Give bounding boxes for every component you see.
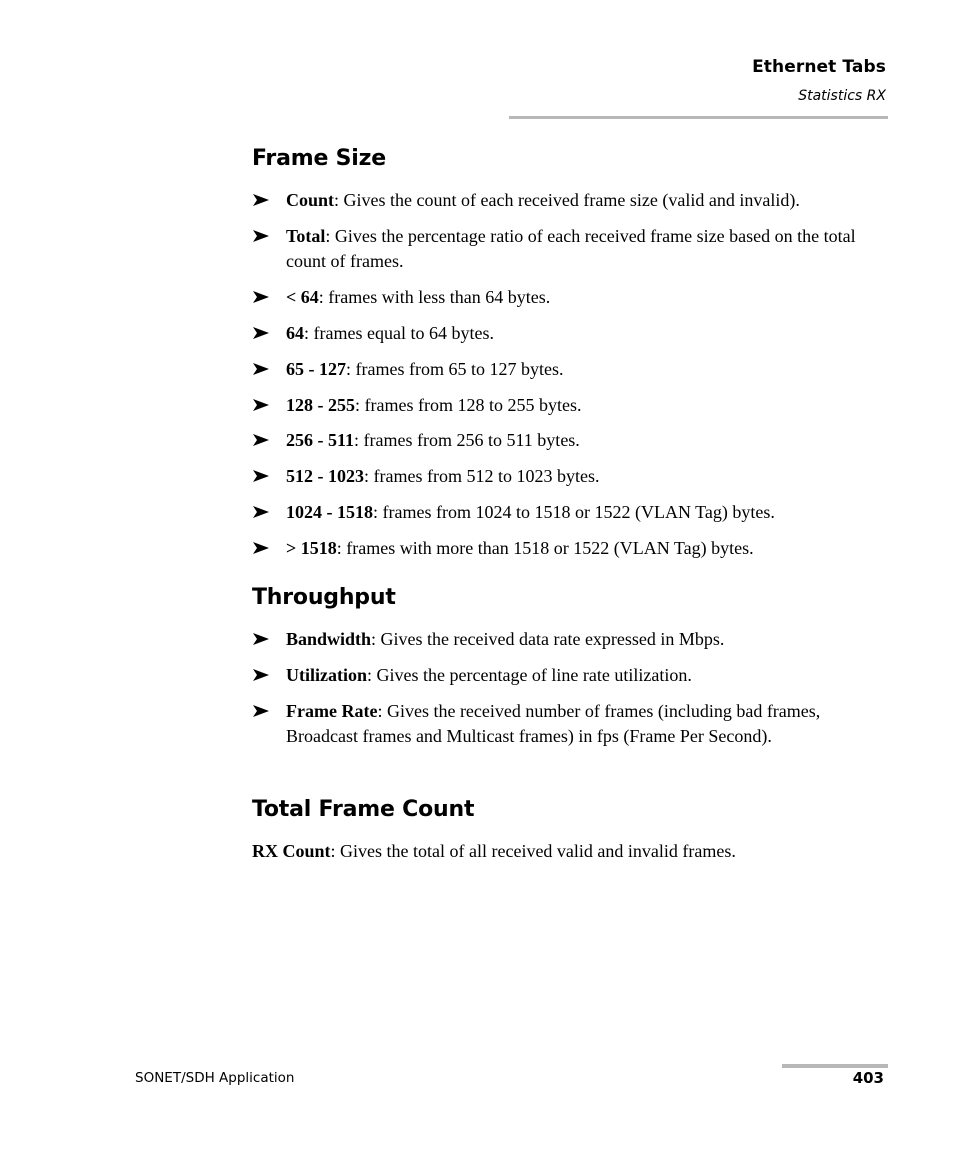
arrow-bullet-icon xyxy=(252,227,270,245)
list-item xyxy=(252,500,888,525)
list-item xyxy=(252,627,888,652)
arrow-bullet-icon xyxy=(252,630,270,648)
item-desc: : Gives the percentage of line rate utilization. xyxy=(367,665,692,685)
item-desc: : Gives the received number of frames (including bad frames, Broadcast frames and Multicast frames) in fps (Frame Per Second). xyxy=(286,701,821,746)
footer-rule xyxy=(782,1064,888,1068)
item-term: 65 - 127 xyxy=(286,359,346,379)
item-term: > 1518 xyxy=(286,538,337,558)
item-desc: : frames from 65 to 127 bytes. xyxy=(346,359,564,379)
item-term: Utilization xyxy=(286,665,367,685)
list-item xyxy=(252,188,888,213)
item-desc: : frames from 128 to 255 bytes. xyxy=(355,395,582,415)
item-desc: : frames from 1024 to 1518 or 1522 (VLAN Tag) bytes. xyxy=(373,502,775,522)
section-heading-throughput: Throughput xyxy=(252,585,396,610)
item-desc: : frames with more than 1518 or 1522 (VLAN Tag) bytes. xyxy=(336,538,754,558)
item-term: Count xyxy=(286,190,335,210)
item-term: < 64 xyxy=(286,287,319,307)
section-heading-total-frame-count: Total Frame Count xyxy=(252,797,475,822)
item-term: Bandwidth xyxy=(286,629,372,649)
footer-doc-name: SONET/SDH Application xyxy=(135,1070,295,1086)
list-item xyxy=(252,699,852,748)
item-term: Total xyxy=(286,226,326,246)
item-desc: : frames equal to 64 bytes. xyxy=(304,323,494,343)
arrow-bullet-icon xyxy=(252,539,270,557)
item-desc: : Gives the count of each received frame size (valid and invalid). xyxy=(334,190,800,210)
list-item xyxy=(252,393,888,418)
arrow-bullet-icon xyxy=(252,666,270,684)
arrow-bullet-icon xyxy=(252,360,270,378)
item-desc: : Gives the received data rate expressed in Mbps. xyxy=(371,629,725,649)
header-rule xyxy=(509,116,888,119)
item-desc: : Gives the percentage ratio of each received frame size based on the total count of frames. xyxy=(286,226,856,271)
item-term: 1024 - 1518 xyxy=(286,502,373,522)
paragraph xyxy=(252,839,736,864)
arrow-bullet-icon xyxy=(252,191,270,209)
item-desc: : frames from 256 to 511 bytes. xyxy=(354,430,580,450)
para-desc: : Gives the total of all received valid and invalid frames. xyxy=(330,841,736,861)
list-item xyxy=(252,536,888,561)
list-item xyxy=(252,285,888,310)
list-item xyxy=(252,321,888,346)
arrow-bullet-icon xyxy=(252,324,270,342)
item-term: 64 xyxy=(286,323,304,343)
list-item xyxy=(252,224,888,273)
item-term: 256 - 511 xyxy=(286,430,355,450)
arrow-bullet-icon xyxy=(252,431,270,449)
running-header-title: Ethernet Tabs xyxy=(752,57,886,77)
item-term: Frame Rate xyxy=(286,701,378,721)
arrow-bullet-icon xyxy=(252,467,270,485)
item-desc: : frames with less than 64 bytes. xyxy=(318,287,551,307)
item-term: 128 - 255 xyxy=(286,395,355,415)
item-term: 512 - 1023 xyxy=(286,466,364,486)
item-desc: : frames from 512 to 1023 bytes. xyxy=(364,466,600,486)
list-item xyxy=(252,663,888,688)
page-number: 403 xyxy=(852,1069,884,1087)
list-item xyxy=(252,357,888,382)
arrow-bullet-icon xyxy=(252,396,270,414)
arrow-bullet-icon xyxy=(252,702,270,720)
arrow-bullet-icon xyxy=(252,503,270,521)
arrow-bullet-icon xyxy=(252,288,270,306)
running-header-subtitle: Statistics RX xyxy=(798,88,886,104)
list-item xyxy=(252,464,888,489)
section-heading-frame-size: Frame Size xyxy=(252,146,386,171)
list-item xyxy=(252,428,888,453)
para-term: RX Count xyxy=(252,841,331,861)
